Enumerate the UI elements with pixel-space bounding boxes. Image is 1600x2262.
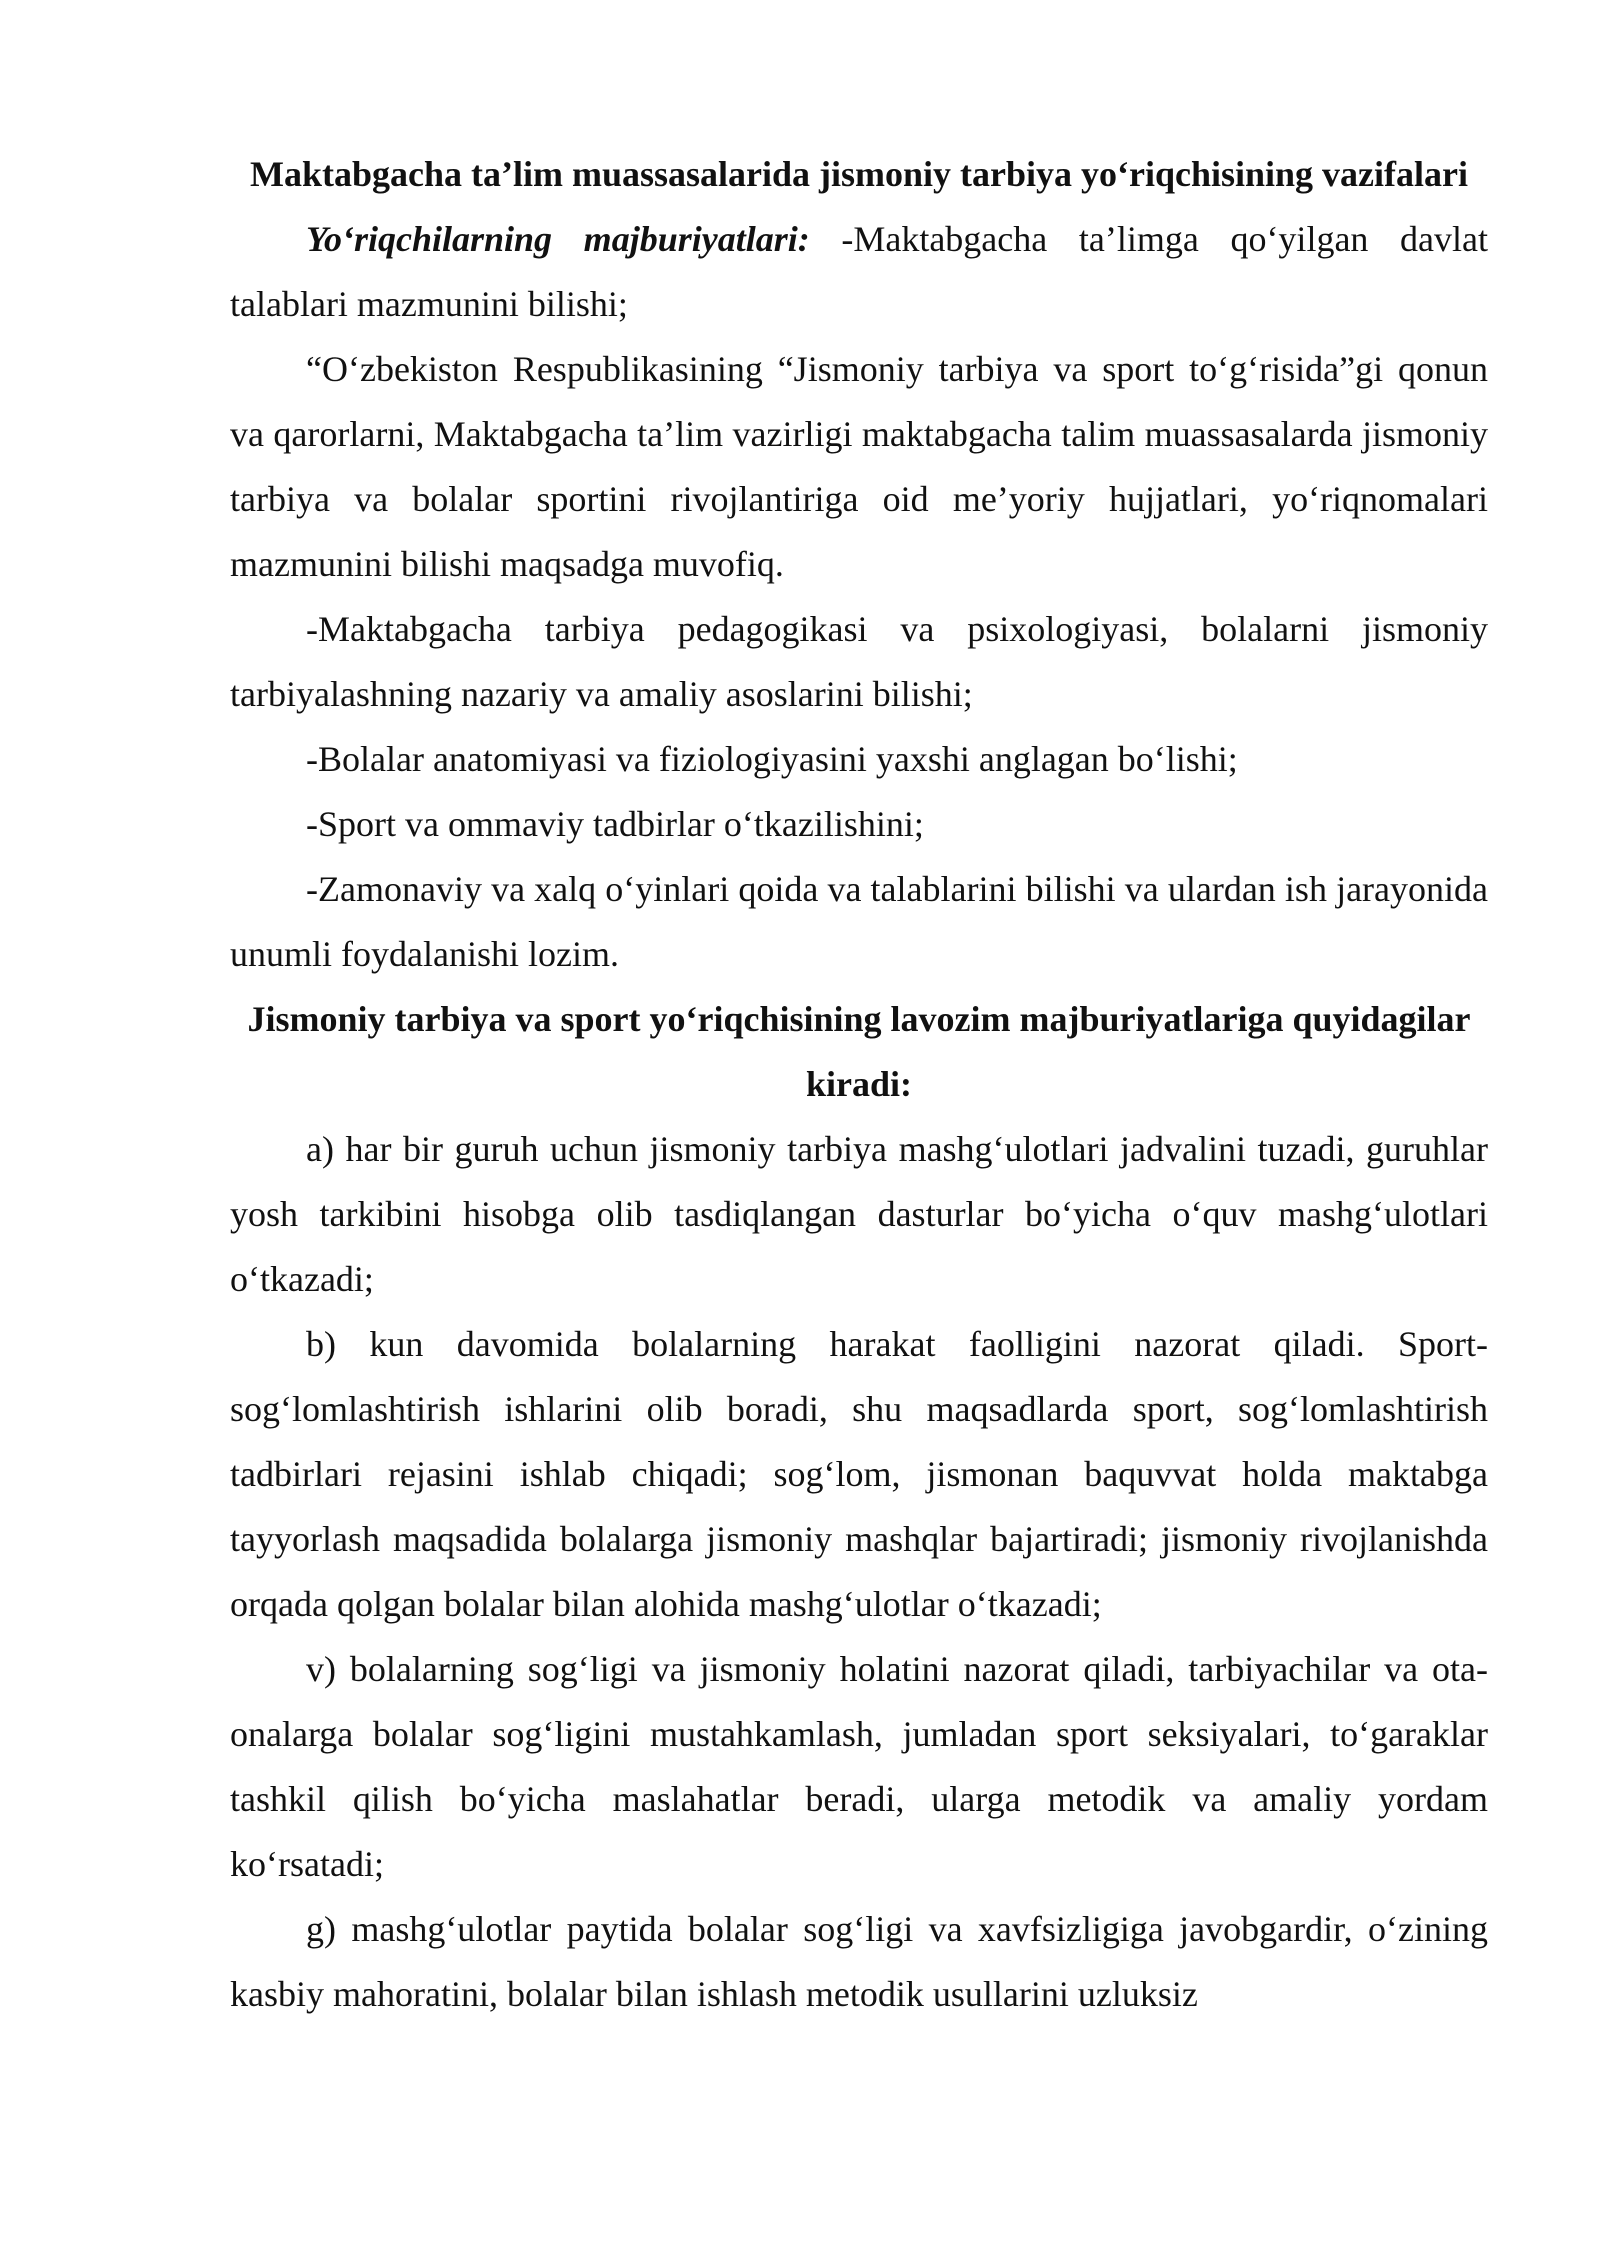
paragraph: “O‘zbekiston Respublikasining “Jismoniy tarbiya va sport to‘g‘risida”gi qonun va qarorlarni, Maktabgacha ta’lim vazirligi maktabgacha talim muassasalarda jismoniy tarbiya va bolalar sportini rivojlantiriga oid me’yoriy hujjatlari, yo‘riqnomalari mazmunini bilishi maqsadga muvofiq.	[230, 349, 1488, 584]
section-subtitle: Jismoniy tarbiya va sport yo‘riqchisining lavozim majburiyatlariga quyidagilar kiradi:	[247, 999, 1471, 1104]
duty-item-b: b) kun davomida bolalarning harakat faolligini nazorat qiladi. Sport-sog‘lomlashtirish ishlarini olib boradi, shu maqsadlarda sport, sog‘lomlashtirish tadbirlari rejasini ishlab chiqadi; sog‘lom, jismonan baquvvat holda maktabga tayyorlash maqsadida bolalarga jismoniy mashqlar bajartiradi; jismoniy rivojlanishda orqada qolgan bolalar bilan alohida mashg‘ulotlar o‘tkazadi;	[230, 1324, 1488, 1624]
paragraph: -Sport va ommaviy tadbirlar o‘tkazilishini;	[306, 804, 924, 844]
intro-lead: Yo‘riqchilarning majburiyatlari:	[306, 219, 810, 259]
intro-paragraph	[230, 207, 1488, 337]
duty-item-a: a) har bir guruh uchun jismoniy tarbiya mashg‘ulotlari jadvalini tuzadi, guruhlar yosh tarkibini hisobga olib tasdiqlangan dasturlar bo‘yicha o‘quv mashg‘ulotlari o‘tkazadi;	[230, 1129, 1488, 1299]
duty-item-v: v) bolalarning sog‘ligi va jismoniy holatini nazorat qiladi, tarbiyachilar va ota-onalarga bolalar sog‘ligini mustahkamlash, jumladan sport seksiyalari, to‘garaklar tashkil qilish bo‘yicha maslahatlar beradi, ularga metodik va amaliy yordam ko‘rsatadi;	[230, 1649, 1488, 1884]
document-page	[230, 142, 1488, 2027]
intro-text: -Maktabgacha ta’limga qo‘yilgan davlat talablari mazmunini bilishi;	[230, 219, 1489, 324]
duty-item-g: g) mashg‘ulotlar paytida bolalar sog‘ligi va xavfsizligiga javobgardir, o‘zining kasbiy mahoratini, bolalar bilan ishlash metodik usullarini uzluksiz	[230, 1909, 1488, 2014]
paragraph: -Zamonaviy va xalq o‘yinlari qoida va talablarini bilishi va ulardan ish jarayonida unumli foydalanishi lozim.	[230, 869, 1488, 974]
paragraph: -Bolalar anatomiyasi va fiziologiyasini yaxshi anglagan bo‘lishi;	[306, 739, 1238, 779]
paragraph: -Maktabgacha tarbiya pedagogikasi va psixologiyasi, bolalarni jismoniy tarbiyalashning nazariy va amaliy asoslarini bilishi;	[230, 609, 1488, 714]
document-title: Maktabgacha ta’lim muassasalarida jismoniy tarbiya yo‘riqchisining vazifalari	[249, 154, 1469, 194]
